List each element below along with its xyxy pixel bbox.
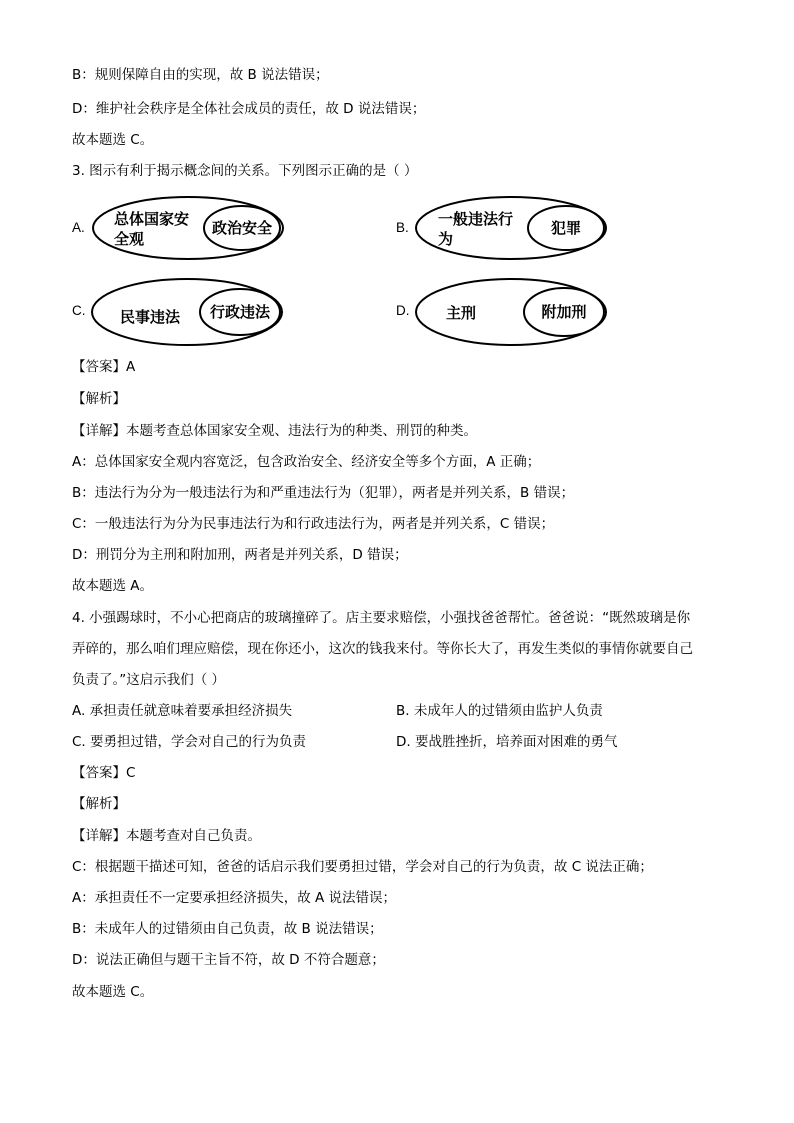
q3-option-d-letter: D.: [396, 303, 410, 318]
outer-label-line2: 全观: [114, 230, 145, 248]
q3-option-b-letter: B.: [396, 220, 409, 235]
outer-label-line2: 为: [438, 230, 454, 248]
inner-label: 附加刑: [541, 303, 587, 321]
q4-option-c: C. 要勇担过错，学会对自己的行为负责: [72, 734, 307, 750]
q3-detail: 【详解】本题考查总体国家安全观、违法行为的种类、刑罚的种类。: [72, 423, 477, 439]
q3-conclusion: 故本题选 A。: [72, 578, 154, 594]
q3-explanation-a: A：总体国家安全观内容宽泛，包含政治安全、经济安全等多个方面，A 正确；: [72, 454, 541, 470]
q4-explanation-a: A：承担责任不一定要承担经济损失，故 A 说法错误；: [72, 890, 397, 906]
q4-option-d: D. 要战胜挫折，培养面对困难的勇气: [396, 734, 618, 750]
q3-option-a-diagram: [92, 196, 288, 262]
q4-stem-line3: 负责了。”这启示我们（ ）: [72, 672, 226, 688]
q3-stem: 3. 图示有利于揭示概念间的关系。下列图示正确的是（ ）: [72, 163, 418, 179]
q3-option-b-diagram: [414, 196, 610, 262]
q4-stem-line1: 4. 小强踢球时，不小心把商店的玻璃撞碎了。店主要求赔偿，小强找爸爸帮忙。爸爸说：“既然玻璃是你: [72, 610, 691, 626]
inner-label: 政治安全: [211, 219, 273, 237]
inner-label: 行政违法: [209, 303, 271, 321]
q3-analysis-label: 【解析】: [72, 391, 126, 407]
q3-explanation-c: C：一般违法行为分为民事违法行为和行政违法行为，两者是并列关系，C 错误；: [72, 516, 555, 532]
q3-explanation-d: D：刑罚分为主刑和附加刑，两者是并列关系，D 错误；: [72, 547, 408, 563]
q4-explanation-c: C：根据题干描述可知，爸爸的话启示我们要勇担过错，学会对自己的行为负责，故 C 说法正确；: [72, 859, 653, 875]
outer-label-line1: 一般违法行: [438, 210, 514, 228]
q3-option-d-diagram: [414, 278, 610, 348]
q4-detail: 【详解】本题考查对自己负责。: [72, 828, 261, 844]
outer-label-line1: 总体国家安: [114, 210, 190, 228]
q4-conclusion: 故本题选 C。: [72, 984, 154, 1000]
outer-label-line1: 主刑: [446, 304, 477, 322]
q4-analysis-label: 【解析】: [72, 796, 126, 812]
q4-option-a: A. 承担责任就意味着要承担经济损失: [72, 703, 293, 719]
q4-explanation-d: D：说法正确但与题干主旨不符，故 D 不符合题意；: [72, 952, 385, 968]
q3-option-c-letter: C.: [72, 303, 86, 318]
outer-label-line1: 民事违法: [120, 308, 181, 326]
q4-stem-line2: 弄碎的，那么咱们理应赔偿，现在你还小，这次的钱我来付。等你长大了，再发生类似的事情你就要自己: [72, 641, 693, 657]
q4-explanation-b: B：未成年人的过错须由自己负责，故 B 说法错误；: [72, 921, 383, 937]
inner-label: 犯罪: [550, 219, 582, 237]
q3-option-c-diagram: [90, 278, 286, 348]
q3-answer: 【答案】A: [72, 359, 136, 375]
q3-option-a-letter: A.: [72, 220, 85, 235]
q2-explanation-d: D：维护社会秩序是全体社会成员的责任，故 D 说法错误；: [72, 101, 426, 117]
q3-explanation-b: B：违法行为分为一般违法行为和严重违法行为（犯罪），两者是并列关系，B 错误；: [72, 485, 575, 501]
q4-answer: 【答案】C: [72, 765, 136, 781]
q2-explanation-b: B：规则保障自由的实现，故 B 说法错误；: [72, 67, 329, 83]
q4-option-b: B. 未成年人的过错须由监护人负责: [396, 703, 603, 719]
q2-conclusion: 故本题选 C。: [72, 132, 154, 148]
